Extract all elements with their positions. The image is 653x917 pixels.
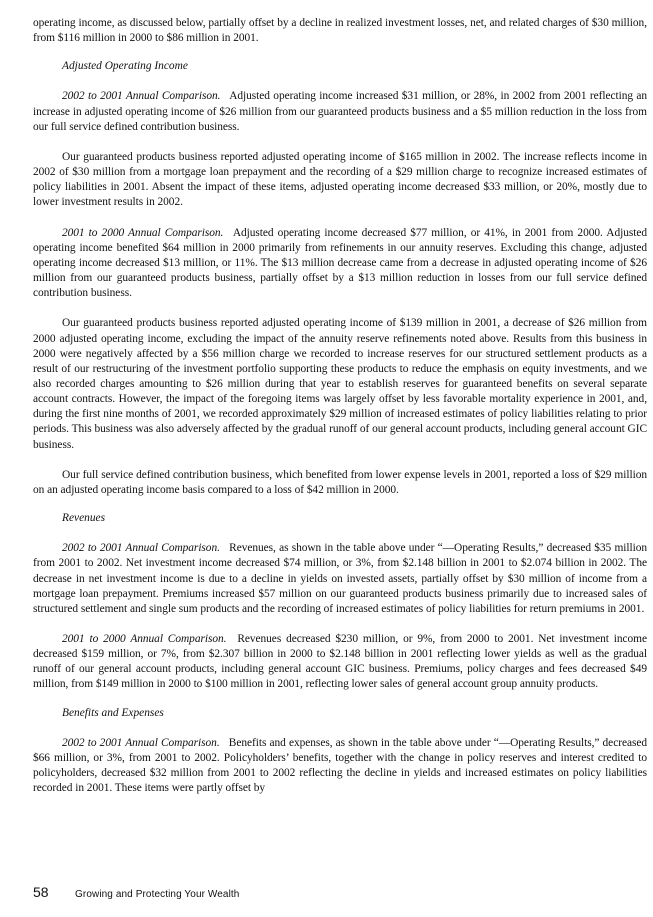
paragraph-adjusted-2002-2001: 2002 to 2001 Annual Comparison. Adjusted operating income increased $31 million, or 28%, in 2002 from 2001 reflecting an increase in adjusted operating income of $26 million from our guaranteed products business and a $5 million reduction in the loss from our full service defined contribution business. — [33, 90, 648, 133]
section-heading-benefits-expenses: Benefits and Expenses — [62, 706, 164, 719]
paragraph-revenues-2001-2000: 2001 to 2000 Annual Comparison. Revenues decreased $230 million, or 9%, from 2000 to 2001. Net investment income decreased $159 million, or 7%, from $2.307 billion in 2000 to $2.148 billion in 2001 reflecting lower yields as well as the gradual runoff of our general account products, including general account GIC business. Premiums, policy charges and fees decreased $49 million, from $149 million in 2000 to $100 million in 2001, reflecting lower sales of general account group annuity products. — [33, 633, 647, 691]
paragraph-lead: 2002 to 2001 Annual Comparison. — [62, 542, 220, 555]
page-number: 58 — [33, 884, 49, 900]
paragraph-lead: 2002 to 2001 Annual Comparison. — [62, 736, 220, 749]
paragraph-intro: operating income, as discussed below, partially offset by a decline in realized investment losses, net, and related charges of $30 million, from $116 million in 2000 to $86 million in 2001. — [33, 17, 647, 45]
paragraph-full-service: Our full service defined contribution business, which benefited from lower expense levels in 2001, reported a loss of $29 million on an adjusted operating income basis compared to a loss of $42 million in 2000. — [33, 468, 647, 496]
paragraph-lead: 2002 to 2001 Annual Comparison. — [62, 90, 221, 103]
paragraph-revenues-2002-2001: 2002 to 2001 Annual Comparison. Revenues, as shown in the table above under “—Operating Results,” decreased $35 million from 2001 to 2002. Net investment income decreased $74 million, or 3%, from $2.148 billion in 2001 to $2.074 billion in 2002. The decrease in net investment income is due to a decline in yields on invested assets, partially offset by $30 million of income from a mortgage loan prepayment. Premiums increased $57 million on our guaranteed products business primarily due to increased sales of structured settlement and single sum products and the recording of increased estimates of policy liabilities for return premiums in 2001. — [33, 542, 647, 615]
paragraph-adjusted-2001-2000: 2001 to 2000 Annual Comparison. Adjusted operating income decreased $77 million, or 41%, in 2001 from 2000. Adjusted operating income benefited $64 million in 2000 primarily from refinements in our annuity reserves. Excluding this change, adjusted operating income decreased $13 million, or 11%. The $13 million decrease came from a decrease in adjusted operating income of $26 million from our guaranteed products business, partially offset by a $13 million reduction in losses from our full service defined contribution business. — [33, 226, 648, 300]
section-heading-adjusted-operating-income: Adjusted Operating Income — [62, 60, 188, 73]
footer-title: Growing and Protecting Your Wealth — [75, 889, 240, 900]
document-body — [33, 16, 647, 796]
section-heading-revenues: Revenues — [62, 512, 106, 525]
page-footer — [33, 884, 239, 902]
paragraph-guaranteed-products-2001: Our guaranteed products business reported adjusted operating income of $139 million in 2001, a decrease of $26 million from 2000 adjusted operating income, excluding the impact of the annuity reserve refinements noted above. Results from this business in 2000 were negatively affected by a $56 million charge we recorded to increase reserves for our structured settlement products as a result of our restructuring of the investment portfolio supporting these products to reduce the emphasis on equity investments, and we also recorded charges amounting to $26 million during that year to establish reserves for guaranteed benefits on several separate account contracts. However, the impact of the foregoing items was largely offset by less favorable mortality experience in 2001, and, during the first nine months of 2001, we recorded approximately $29 million of increased estimates of policy liabilities relating to prior periods. This business was also adversely affected by the gradual runoff of our general account products, including general account GIC business. — [33, 317, 647, 451]
paragraph-lead: 2001 to 2000 Annual Comparison. — [62, 633, 227, 645]
paragraph-benefits-2002-2001: 2002 to 2001 Annual Comparison. Benefits and expenses, as shown in the table above under “—Operating Results,” decreased $66 million, or 3%, from 2001 to 2002. Policyholders’ benefits, together with the change in policy reserves and interest credited to policyholders, decreased $32 million from 2001 to 2002 reflecting the decline in yields and increased estimates on policy liabilities recorded in 2001. These items were partly offset by — [33, 736, 647, 795]
paragraph-lead: 2001 to 2000 Annual Comparison. — [62, 226, 224, 239]
paragraph-guaranteed-products-2002: Our guaranteed products business reported adjusted operating income of $165 million in 2002. The increase reflects income in 2002 of $30 million from a mortgage loan prepayment and the recording of a $29 million charge to recognize increased estimates of policy liabilities in 2001. Absent the impact of these items, adjusted operating income decreased $33 million, or 20%, mostly due to lower investment results in 2002. — [33, 150, 647, 209]
